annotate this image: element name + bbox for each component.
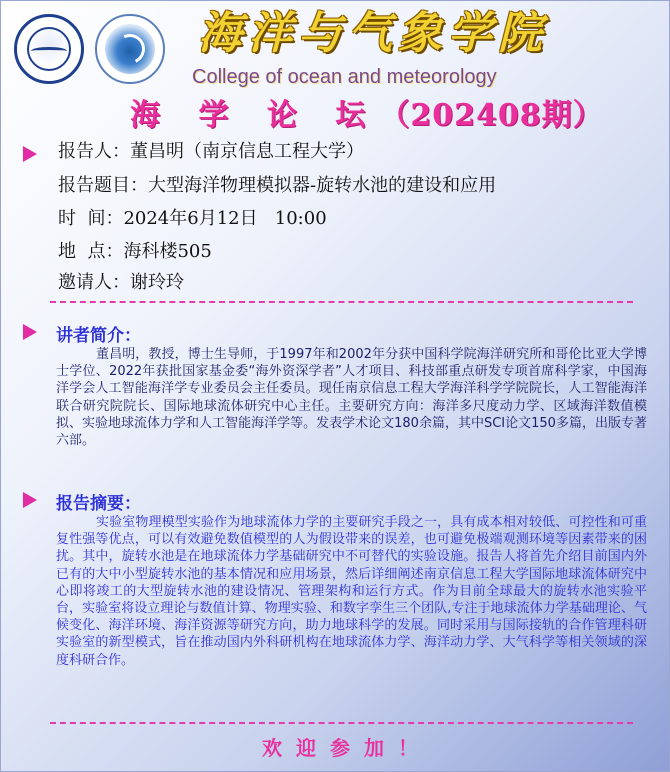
bullet-arrow-icon [23,146,37,162]
inviter-line: 邀请人：谢玲玲 [58,272,184,293]
speaker-line: 报告人：董昌明（南京信息工程大学） [58,141,364,162]
forum-name: 海 学 论 坛 [130,98,380,133]
abstract-heading: 报告摘要： [56,494,141,513]
welcome-text: 欢迎参加！ [262,736,432,760]
college-title-en: College of ocean and meteorology [192,66,497,88]
divider [50,301,633,303]
abstract-text: 实验室物理模型实验作为地球流体力学的主要研究手段之一，具有成本相对较低、可控性和可重复性强等优点，可以有效避免数值模型的人为假设带来的误差，也可避免极端观测环境等因素带来的困扰。其中，旋转水池是在地球流体力学基础研究中不可替代的实验设施。报告人将首先介绍目前国内外已有的大中小型旋转水池的基本情况和应用场景，然后详细阐述南京信息工程大学国际地球流体研究中心即将竣工的大型旋转水池的建设情况、管理架构和运行方式。作为目前全球最大的旋转水池实验平台，实验室将设立理论与数值计算、物理实验、和数字孪生三个团队,专注于地球流体力学基础理论、气候变化、海洋环境、海洋资源等研究方向，助力地球科学的发展。同时采用与国际接轨的合作管理科研实验室的新型模式，旨在推动国内外科研机构在地球流体力学、海洋动力学、大气科学等相关领域的深度科研合作。 [56,515,647,668]
forum-issue: （202408期） [379,98,604,133]
bullet-arrow-icon [23,324,37,340]
bullet-arrow-icon [23,492,37,508]
topic-line: 报告题目：大型海洋物理模拟器-旋转水池的建设和应用 [58,175,497,196]
time-line: 时 间：2024年6月12日 10:00 [58,208,327,229]
college-title-cn: 海洋与气象学院 [198,8,548,59]
university-seal-icon [14,14,84,84]
bio-heading: 讲者简介： [56,326,141,345]
forum-title [130,90,604,133]
location-line: 地 点：海科楼505 [58,241,212,262]
divider [50,722,633,724]
bio-text: 董昌明，教授，博士生导师，于1997年和2002年分获中国科学院海洋研究所和哥伦比亚大学博士学位、2022年获批国家基金委“海外资深学者”人才项目、科技部重点研发专项首席科学家，中国海洋学会人工智能海洋学专业委员会主任委员。现任南京信息工程大学海洋科学学院院长，人工智能海洋联合研究院院长、国际地球流体研究中心主任。主要研究方向：海洋多尺度动力学、区域海洋数值模拟、实验地球流体力学和人工智能海洋学等。发表学术论文180余篇，其中SCI论文150多篇，出版专著六部。 [56,347,647,449]
college-logo-icon [95,14,165,84]
